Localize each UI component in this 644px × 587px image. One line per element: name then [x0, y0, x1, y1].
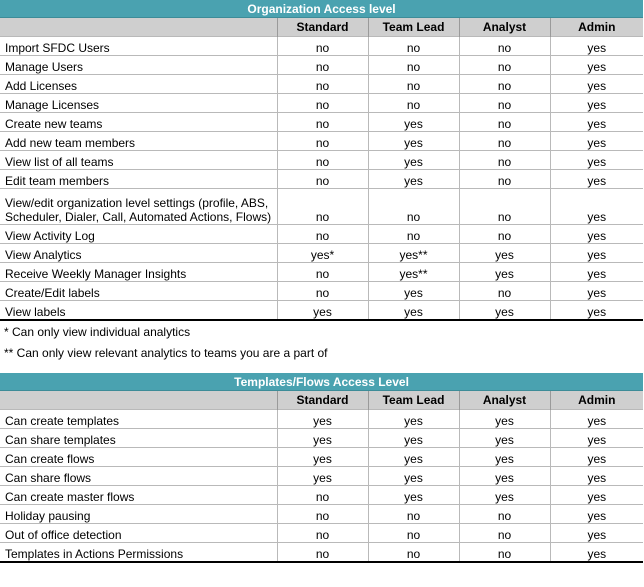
table-row: [0, 282, 643, 301]
permission-value: no: [277, 113, 368, 132]
permission-label: Add new team members: [0, 132, 277, 151]
permission-value: yes: [368, 301, 459, 321]
permission-value: no: [368, 189, 459, 225]
permission-value: yes: [277, 467, 368, 486]
header-label-blank: [0, 18, 277, 37]
permission-value: no: [459, 37, 550, 56]
table-row: [0, 244, 643, 263]
permission-value: no: [459, 151, 550, 170]
templates-flows-access-title: Templates/Flows Access Level: [0, 373, 643, 391]
organization-access-rows: [0, 37, 643, 321]
permission-value: no: [368, 505, 459, 524]
permission-value: no: [459, 282, 550, 301]
permission-value: yes: [459, 467, 550, 486]
permission-value: no: [368, 524, 459, 543]
header-team-lead: Team Lead: [368, 391, 459, 410]
permission-value: no: [368, 543, 459, 563]
header-standard: Standard: [277, 18, 368, 37]
permission-value: yes: [550, 448, 643, 467]
permission-value: no: [277, 282, 368, 301]
permission-label: Can create master flows: [0, 486, 277, 505]
permission-label: Receive Weekly Manager Insights: [0, 263, 277, 282]
permission-value: no: [368, 94, 459, 113]
permission-value: no: [277, 75, 368, 94]
permission-value: yes**: [368, 263, 459, 282]
permission-value: yes: [277, 410, 368, 429]
permission-value: no: [277, 486, 368, 505]
permission-value: yes: [368, 429, 459, 448]
table-row: [0, 113, 643, 132]
permission-value: yes: [550, 113, 643, 132]
table-row: [0, 429, 643, 448]
permission-value: yes: [368, 486, 459, 505]
permission-value: no: [277, 94, 368, 113]
permission-label: Templates in Actions Permissions: [0, 543, 277, 563]
permission-value: yes: [550, 56, 643, 75]
permission-value: yes: [550, 94, 643, 113]
permission-value: yes: [550, 486, 643, 505]
header-admin: Admin: [550, 391, 643, 410]
permission-value: yes**: [368, 244, 459, 263]
permission-value: no: [277, 524, 368, 543]
permission-value: no: [459, 75, 550, 94]
permission-value: no: [459, 56, 550, 75]
permission-value: yes: [459, 263, 550, 282]
permission-value: yes: [368, 132, 459, 151]
table-row: [0, 94, 643, 113]
permission-value: no: [277, 225, 368, 244]
permission-value: yes: [550, 524, 643, 543]
permission-value: yes: [368, 282, 459, 301]
permission-label: View labels: [0, 301, 277, 321]
permission-value: yes: [368, 151, 459, 170]
permission-value: yes: [459, 244, 550, 263]
permission-value: no: [277, 37, 368, 56]
permission-value: yes: [550, 132, 643, 151]
table-row: [0, 524, 643, 543]
templates-flows-access-rows: [0, 410, 643, 563]
permission-value: yes: [368, 467, 459, 486]
permission-value: yes: [459, 486, 550, 505]
table-row: [0, 301, 643, 321]
table-row: [0, 151, 643, 170]
permission-label: Out of office detection: [0, 524, 277, 543]
permission-value: yes: [368, 113, 459, 132]
permission-value: yes: [550, 410, 643, 429]
permission-value: no: [459, 225, 550, 244]
table-row: [0, 132, 643, 151]
permission-value: no: [459, 543, 550, 563]
footnote-single-asterisk: * Can only view individual analytics: [4, 325, 191, 339]
permission-value: yes: [550, 282, 643, 301]
permission-value: yes: [368, 410, 459, 429]
table-row: [0, 486, 643, 505]
permission-label: Holiday pausing: [0, 505, 277, 524]
permission-value: no: [277, 263, 368, 282]
header-admin: Admin: [550, 18, 643, 37]
table-row: [0, 505, 643, 524]
organization-access-title: Organization Access level: [0, 0, 643, 18]
permission-value: no: [277, 505, 368, 524]
permission-value: yes: [550, 301, 643, 321]
table-row: [0, 56, 643, 75]
table-row: [0, 410, 643, 429]
table-row: [0, 37, 643, 56]
permission-label: Add Licenses: [0, 75, 277, 94]
permission-value: yes: [550, 505, 643, 524]
table-row: [0, 170, 643, 189]
permission-value: no: [368, 37, 459, 56]
table-row: [0, 75, 643, 94]
permission-label: Create/Edit labels: [0, 282, 277, 301]
permission-value: yes: [459, 410, 550, 429]
permission-value: no: [277, 170, 368, 189]
permission-value: yes: [277, 448, 368, 467]
permission-value: yes: [277, 301, 368, 321]
permission-value: no: [459, 94, 550, 113]
permission-label: Edit team members: [0, 170, 277, 189]
header-standard: Standard: [277, 391, 368, 410]
table-row: [0, 448, 643, 467]
permission-value: no: [368, 75, 459, 94]
header-analyst: Analyst: [459, 18, 550, 37]
table-row: [0, 225, 643, 244]
table-row: [0, 189, 643, 225]
permission-value: yes: [550, 151, 643, 170]
permission-label: Can create flows: [0, 448, 277, 467]
permission-label: Import SFDC Users: [0, 37, 277, 56]
permission-label: Manage Licenses: [0, 94, 277, 113]
table-row: [0, 263, 643, 282]
permission-value: no: [277, 151, 368, 170]
permission-label: View Activity Log: [0, 225, 277, 244]
permission-value: no: [368, 225, 459, 244]
permission-value: yes: [368, 170, 459, 189]
permission-label: Can create templates: [0, 410, 277, 429]
permission-value: no: [277, 543, 368, 563]
permission-value: yes: [368, 448, 459, 467]
permission-value: no: [277, 132, 368, 151]
permission-value: yes: [277, 429, 368, 448]
permission-value: yes: [550, 543, 643, 563]
permission-value: yes: [550, 244, 643, 263]
table-row: [0, 467, 643, 486]
permission-value: yes: [459, 448, 550, 467]
permission-value: no: [459, 113, 550, 132]
permission-value: yes: [459, 301, 550, 321]
permission-label: Manage Users: [0, 56, 277, 75]
permission-value: yes: [550, 75, 643, 94]
permission-value: yes: [550, 170, 643, 189]
permission-value: no: [368, 56, 459, 75]
permission-value: no: [277, 189, 368, 225]
permission-value: yes: [550, 37, 643, 56]
permission-value: no: [277, 56, 368, 75]
permission-label: Create new teams: [0, 113, 277, 132]
permission-value: yes: [550, 225, 643, 244]
permission-value: yes: [550, 189, 643, 225]
permission-label: Can share flows: [0, 467, 277, 486]
permission-value: no: [459, 505, 550, 524]
permission-value: yes: [550, 263, 643, 282]
permission-value: yes: [550, 467, 643, 486]
templates-flows-access-table: [0, 373, 643, 563]
header-analyst: Analyst: [459, 391, 550, 410]
table-row: [0, 543, 643, 563]
permission-value: yes*: [277, 244, 368, 263]
permission-label: Can share templates: [0, 429, 277, 448]
permission-value: no: [459, 524, 550, 543]
permission-label: View/edit organization level settings (profile, ABS, Scheduler, Dialer, Call, Automated Actions, Flows): [0, 189, 277, 225]
header-label-blank: [0, 391, 277, 410]
permission-value: yes: [459, 429, 550, 448]
permission-value: yes: [550, 429, 643, 448]
footnote-double-asterisk: ** Can only view relevant analytics to teams you are a part of: [4, 346, 328, 360]
permission-value: no: [459, 189, 550, 225]
permission-label: View Analytics: [0, 244, 277, 263]
permission-label: View list of all teams: [0, 151, 277, 170]
header-team-lead: Team Lead: [368, 18, 459, 37]
permission-value: no: [459, 170, 550, 189]
permission-value: no: [459, 132, 550, 151]
